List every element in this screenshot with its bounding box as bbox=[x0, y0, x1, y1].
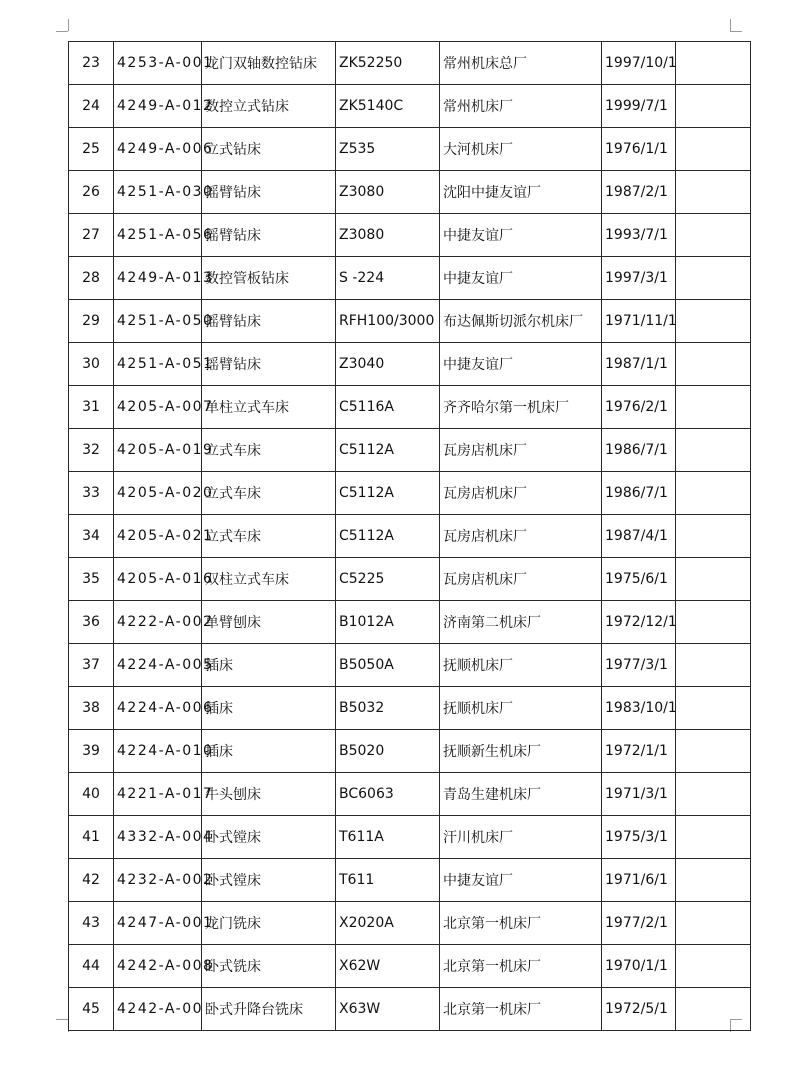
acquisition-date-cell: 1975/3/1 bbox=[602, 816, 676, 859]
equipment-name-cell: 卧式镗床 bbox=[202, 816, 336, 859]
asset-code-cell: 4249-A-012 bbox=[114, 85, 202, 128]
model-number-cell: Z3080 bbox=[336, 214, 440, 257]
acquisition-date-cell: 1997/10/1 bbox=[602, 42, 676, 85]
acquisition-date-cell: 1972/5/1 bbox=[602, 988, 676, 1031]
row-number-cell: 40 bbox=[69, 773, 114, 816]
crop-mark-bottom-left-h bbox=[56, 1019, 68, 1020]
equipment-name-cell: 立式车床 bbox=[202, 429, 336, 472]
model-number-cell: Z535 bbox=[336, 128, 440, 171]
acquisition-date-cell: 1993/7/1 bbox=[602, 214, 676, 257]
row-number-cell: 42 bbox=[69, 859, 114, 902]
acquisition-date-cell: 1971/3/1 bbox=[602, 773, 676, 816]
acquisition-date-cell: 1987/1/1 bbox=[602, 343, 676, 386]
equipment-table bbox=[68, 41, 751, 1031]
asset-code-cell: 4232-A-002 bbox=[114, 859, 202, 902]
asset-code-cell: 4205-A-021 bbox=[114, 515, 202, 558]
asset-code-cell: 4251-A-050 bbox=[114, 300, 202, 343]
table-row bbox=[69, 644, 751, 687]
row-number-cell: 41 bbox=[69, 816, 114, 859]
asset-code-cell: 4251-A-051 bbox=[114, 343, 202, 386]
manufacturer-cell: 北京第一机床厂 bbox=[440, 902, 602, 945]
crop-mark-top-left-v bbox=[68, 19, 69, 31]
asset-code-cell: 4224-A-010 bbox=[114, 730, 202, 773]
manufacturer-cell: 沈阳中捷友谊厂 bbox=[440, 171, 602, 214]
acquisition-date-cell: 1999/7/1 bbox=[602, 85, 676, 128]
equipment-name-cell: 插床 bbox=[202, 730, 336, 773]
model-number-cell: T611 bbox=[336, 859, 440, 902]
manufacturer-cell: 常州机床总厂 bbox=[440, 42, 602, 85]
asset-code-cell: 4222-A-002 bbox=[114, 601, 202, 644]
model-number-cell: S -224 bbox=[336, 257, 440, 300]
equipment-name-cell: 龙门双轴数控钻床 bbox=[202, 42, 336, 85]
manufacturer-cell: 抚顺机床厂 bbox=[440, 644, 602, 687]
table-row bbox=[69, 214, 751, 257]
blank-cell bbox=[676, 128, 751, 171]
model-number-cell: Z3040 bbox=[336, 343, 440, 386]
asset-code-cell: 4205-A-016 bbox=[114, 558, 202, 601]
crop-mark-top-left-h bbox=[56, 31, 68, 32]
equipment-name-cell: 卧式铣床 bbox=[202, 945, 336, 988]
row-number-cell: 39 bbox=[69, 730, 114, 773]
asset-code-cell: 4242-A-008 bbox=[114, 945, 202, 988]
acquisition-date-cell: 1986/7/1 bbox=[602, 429, 676, 472]
model-number-cell: X2020A bbox=[336, 902, 440, 945]
blank-cell bbox=[676, 773, 751, 816]
manufacturer-cell: 青岛生建机床厂 bbox=[440, 773, 602, 816]
blank-cell bbox=[676, 859, 751, 902]
table-row bbox=[69, 429, 751, 472]
manufacturer-cell: 瓦房店机床厂 bbox=[440, 472, 602, 515]
table-row bbox=[69, 601, 751, 644]
asset-code-cell: 4242-A-00 bbox=[114, 988, 202, 1031]
manufacturer-cell: 常州机床厂 bbox=[440, 85, 602, 128]
asset-code-cell: 4205-A-020 bbox=[114, 472, 202, 515]
model-number-cell: B5032 bbox=[336, 687, 440, 730]
equipment-name-cell: 摇臂钻床 bbox=[202, 300, 336, 343]
model-number-cell: X62W bbox=[336, 945, 440, 988]
blank-cell bbox=[676, 42, 751, 85]
equipment-name-cell: 卧式镗床 bbox=[202, 859, 336, 902]
model-number-cell: B1012A bbox=[336, 601, 440, 644]
blank-cell bbox=[676, 558, 751, 601]
asset-code-cell: 4224-A-005 bbox=[114, 644, 202, 687]
equipment-name-cell: 单臂刨床 bbox=[202, 601, 336, 644]
acquisition-date-cell: 1971/11/1 bbox=[602, 300, 676, 343]
row-number-cell: 45 bbox=[69, 988, 114, 1031]
asset-code-cell: 4221-A-017 bbox=[114, 773, 202, 816]
acquisition-date-cell: 1977/2/1 bbox=[602, 902, 676, 945]
model-number-cell: C5225 bbox=[336, 558, 440, 601]
model-number-cell: ZK52250 bbox=[336, 42, 440, 85]
equipment-name-cell: 单柱立式车床 bbox=[202, 386, 336, 429]
model-number-cell: RFH100/3000 bbox=[336, 300, 440, 343]
acquisition-date-cell: 1972/12/1 bbox=[602, 601, 676, 644]
manufacturer-cell: 齐齐哈尔第一机床厂 bbox=[440, 386, 602, 429]
table-row bbox=[69, 171, 751, 214]
asset-code-cell: 4205-A-007 bbox=[114, 386, 202, 429]
manufacturer-cell: 中捷友谊厂 bbox=[440, 343, 602, 386]
blank-cell bbox=[676, 343, 751, 386]
asset-code-cell: 4247-A-001 bbox=[114, 902, 202, 945]
acquisition-date-cell: 1983/10/1 bbox=[602, 687, 676, 730]
acquisition-date-cell: 1972/1/1 bbox=[602, 730, 676, 773]
model-number-cell: C5112A bbox=[336, 472, 440, 515]
row-number-cell: 30 bbox=[69, 343, 114, 386]
table-row bbox=[69, 687, 751, 730]
manufacturer-cell: 瓦房店机床厂 bbox=[440, 558, 602, 601]
row-number-cell: 27 bbox=[69, 214, 114, 257]
table-row bbox=[69, 386, 751, 429]
acquisition-date-cell: 1975/6/1 bbox=[602, 558, 676, 601]
acquisition-date-cell: 1987/4/1 bbox=[602, 515, 676, 558]
row-number-cell: 33 bbox=[69, 472, 114, 515]
table-row bbox=[69, 773, 751, 816]
model-number-cell: X63W bbox=[336, 988, 440, 1031]
table-row bbox=[69, 85, 751, 128]
row-number-cell: 25 bbox=[69, 128, 114, 171]
row-number-cell: 34 bbox=[69, 515, 114, 558]
model-number-cell: B5020 bbox=[336, 730, 440, 773]
blank-cell bbox=[676, 988, 751, 1031]
table-row bbox=[69, 257, 751, 300]
equipment-name-cell: 数控立式钻床 bbox=[202, 85, 336, 128]
row-number-cell: 36 bbox=[69, 601, 114, 644]
manufacturer-cell: 抚顺新生机床厂 bbox=[440, 730, 602, 773]
row-number-cell: 44 bbox=[69, 945, 114, 988]
blank-cell bbox=[676, 902, 751, 945]
asset-code-cell: 4251-A-056 bbox=[114, 214, 202, 257]
model-number-cell: T611A bbox=[336, 816, 440, 859]
asset-code-cell: 4249-A-006 bbox=[114, 128, 202, 171]
table-row bbox=[69, 472, 751, 515]
blank-cell bbox=[676, 214, 751, 257]
blank-cell bbox=[676, 644, 751, 687]
equipment-name-cell: 立式车床 bbox=[202, 472, 336, 515]
acquisition-date-cell: 1976/2/1 bbox=[602, 386, 676, 429]
acquisition-date-cell: 1977/3/1 bbox=[602, 644, 676, 687]
manufacturer-cell: 中捷友谊厂 bbox=[440, 257, 602, 300]
asset-code-cell: 4253-A-001 bbox=[114, 42, 202, 85]
equipment-name-cell: 插床 bbox=[202, 687, 336, 730]
table-row bbox=[69, 42, 751, 85]
model-number-cell: ZK5140C bbox=[336, 85, 440, 128]
equipment-name-cell: 插床 bbox=[202, 644, 336, 687]
model-number-cell: Z3080 bbox=[336, 171, 440, 214]
manufacturer-cell: 北京第一机床厂 bbox=[440, 945, 602, 988]
model-number-cell: C5112A bbox=[336, 515, 440, 558]
asset-code-cell: 4251-A-030 bbox=[114, 171, 202, 214]
manufacturer-cell: 大河机床厂 bbox=[440, 128, 602, 171]
row-number-cell: 38 bbox=[69, 687, 114, 730]
row-number-cell: 23 bbox=[69, 42, 114, 85]
equipment-name-cell: 数控管板钻床 bbox=[202, 257, 336, 300]
row-number-cell: 37 bbox=[69, 644, 114, 687]
equipment-name-cell: 牛头刨床 bbox=[202, 773, 336, 816]
blank-cell bbox=[676, 515, 751, 558]
equipment-name-cell: 双柱立式车床 bbox=[202, 558, 336, 601]
manufacturer-cell: 济南第二机床厂 bbox=[440, 601, 602, 644]
equipment-name-cell: 立式车床 bbox=[202, 515, 336, 558]
asset-code-cell: 4224-A-006 bbox=[114, 687, 202, 730]
acquisition-date-cell: 1970/1/1 bbox=[602, 945, 676, 988]
manufacturer-cell: 中捷友谊厂 bbox=[440, 214, 602, 257]
table-row bbox=[69, 902, 751, 945]
blank-cell bbox=[676, 601, 751, 644]
blank-cell bbox=[676, 730, 751, 773]
blank-cell bbox=[676, 85, 751, 128]
table-row bbox=[69, 128, 751, 171]
blank-cell bbox=[676, 257, 751, 300]
blank-cell bbox=[676, 300, 751, 343]
equipment-name-cell: 摇臂钻床 bbox=[202, 343, 336, 386]
row-number-cell: 32 bbox=[69, 429, 114, 472]
table-row bbox=[69, 988, 751, 1031]
table-row bbox=[69, 343, 751, 386]
manufacturer-cell: 抚顺机床厂 bbox=[440, 687, 602, 730]
asset-code-cell: 4332-A-004 bbox=[114, 816, 202, 859]
equipment-name-cell: 摇臂钻床 bbox=[202, 214, 336, 257]
row-number-cell: 43 bbox=[69, 902, 114, 945]
blank-cell bbox=[676, 429, 751, 472]
row-number-cell: 31 bbox=[69, 386, 114, 429]
crop-mark-top-right-v bbox=[730, 19, 731, 31]
manufacturer-cell: 北京第一机床厂 bbox=[440, 988, 602, 1031]
table-row bbox=[69, 300, 751, 343]
acquisition-date-cell: 1997/3/1 bbox=[602, 257, 676, 300]
equipment-name-cell: 立式钻床 bbox=[202, 128, 336, 171]
asset-code-cell: 4205-A-019 bbox=[114, 429, 202, 472]
table-row bbox=[69, 945, 751, 988]
asset-code-cell: 4249-A-013 bbox=[114, 257, 202, 300]
model-number-cell: BC6063 bbox=[336, 773, 440, 816]
blank-cell bbox=[676, 171, 751, 214]
table-body bbox=[69, 42, 751, 1031]
equipment-name-cell: 卧式升降台铣床 bbox=[202, 988, 336, 1031]
row-number-cell: 24 bbox=[69, 85, 114, 128]
blank-cell bbox=[676, 386, 751, 429]
manufacturer-cell: 瓦房店机床厂 bbox=[440, 515, 602, 558]
model-number-cell: C5116A bbox=[336, 386, 440, 429]
table-row bbox=[69, 730, 751, 773]
row-number-cell: 26 bbox=[69, 171, 114, 214]
blank-cell bbox=[676, 472, 751, 515]
blank-cell bbox=[676, 687, 751, 730]
manufacturer-cell: 瓦房店机床厂 bbox=[440, 429, 602, 472]
equipment-name-cell: 龙门铣床 bbox=[202, 902, 336, 945]
model-number-cell: C5112A bbox=[336, 429, 440, 472]
table-row bbox=[69, 859, 751, 902]
crop-mark-top-right-h bbox=[730, 31, 742, 32]
acquisition-date-cell: 1971/6/1 bbox=[602, 859, 676, 902]
blank-cell bbox=[676, 816, 751, 859]
row-number-cell: 29 bbox=[69, 300, 114, 343]
row-number-cell: 28 bbox=[69, 257, 114, 300]
table-row bbox=[69, 816, 751, 859]
acquisition-date-cell: 1987/2/1 bbox=[602, 171, 676, 214]
acquisition-date-cell: 1976/1/1 bbox=[602, 128, 676, 171]
row-number-cell: 35 bbox=[69, 558, 114, 601]
model-number-cell: B5050A bbox=[336, 644, 440, 687]
manufacturer-cell: 布达佩斯切派尔机床厂 bbox=[440, 300, 602, 343]
equipment-name-cell: 摇臂钻床 bbox=[202, 171, 336, 214]
table-row bbox=[69, 558, 751, 601]
acquisition-date-cell: 1986/7/1 bbox=[602, 472, 676, 515]
manufacturer-cell: 汗川机床厂 bbox=[440, 816, 602, 859]
table-row bbox=[69, 515, 751, 558]
manufacturer-cell: 中捷友谊厂 bbox=[440, 859, 602, 902]
blank-cell bbox=[676, 945, 751, 988]
